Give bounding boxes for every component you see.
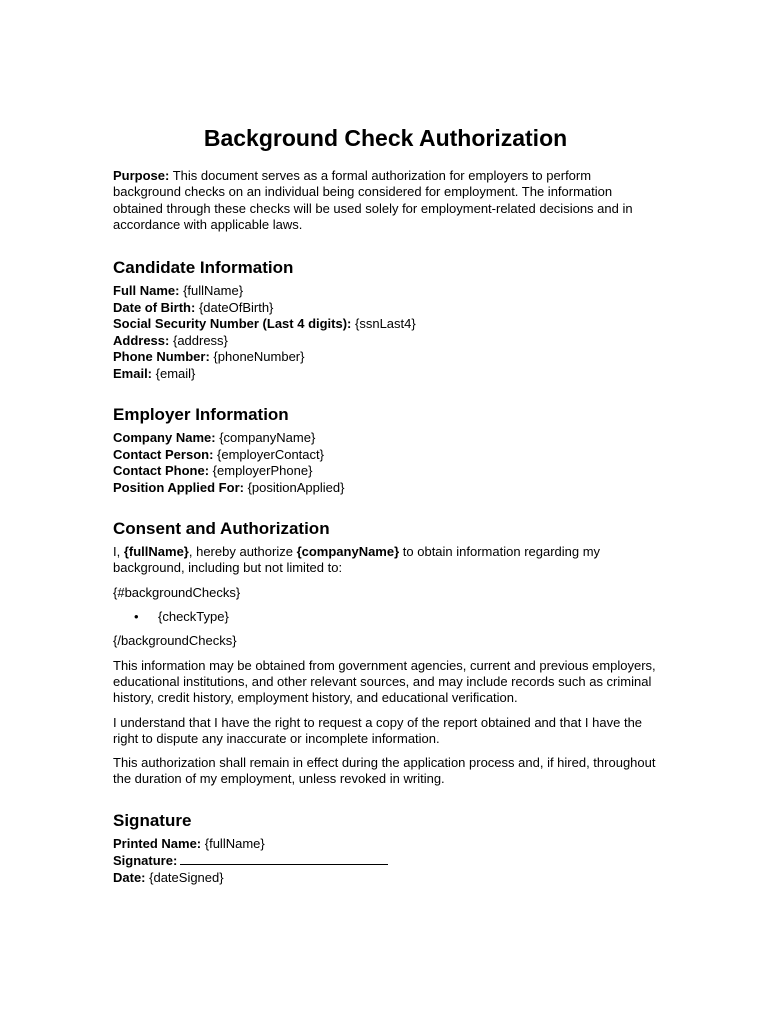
employer-field-position xyxy=(113,480,658,497)
field-label: Signature: xyxy=(113,853,178,869)
consent-intro-mid: , hereby authorize xyxy=(188,544,297,560)
field-value: {ssnLast4} xyxy=(351,316,416,332)
signature-line-row xyxy=(113,852,658,870)
field-label: Contact Person: xyxy=(113,446,214,462)
candidate-field-phone xyxy=(113,349,658,366)
field-value: {employerPhone} xyxy=(209,463,313,479)
candidate-field-email xyxy=(113,366,658,383)
field-value: {fullName} xyxy=(201,835,265,851)
list-item-text: {checkType} xyxy=(158,609,229,625)
candidate-heading: Candidate Information xyxy=(113,258,294,278)
field-label: Email: xyxy=(113,365,153,381)
purpose-label: Purpose: xyxy=(113,168,170,183)
field-value: {email} xyxy=(152,365,196,381)
signature-line[interactable] xyxy=(180,852,388,865)
consent-paragraph-duration: This authorization shall remain in effect during the application process and, if hired, throughout the duration of my employment, unless revoked in writing. xyxy=(113,755,656,787)
purpose-text: This document serves as a formal authorization for employers to perform background checks on an individual being considered for employment. The information obtained through these checks will be used solely for employment-related decisions and in accordance with applicable laws. xyxy=(113,168,633,232)
field-label: Address: xyxy=(113,332,170,348)
employer-field-phone xyxy=(113,463,658,480)
document-content xyxy=(113,124,658,908)
field-value: {address} xyxy=(169,332,228,348)
field-label: Full Name: xyxy=(113,283,180,299)
field-value: {fullName} xyxy=(179,283,244,299)
background-checks-list xyxy=(113,609,658,625)
field-value: {positionApplied} xyxy=(243,479,345,495)
candidate-field-dob xyxy=(113,300,658,317)
field-value: {dateSigned} xyxy=(145,869,224,885)
loop-start-tag: {#backgroundChecks} xyxy=(113,584,241,600)
field-label: Date of Birth: xyxy=(113,299,196,315)
candidate-field-full-name xyxy=(113,283,658,300)
purpose-paragraph xyxy=(113,168,658,233)
consent-heading: Consent and Authorization xyxy=(113,519,330,539)
field-value: {dateOfBirth} xyxy=(195,299,274,315)
field-label: Position Applied For: xyxy=(113,479,244,495)
field-value: {employerContact} xyxy=(213,446,324,462)
consent-intro-suffix: to obtain information regarding my background, including but not limited to: xyxy=(113,544,601,576)
loop-end-tag: {/backgroundChecks} xyxy=(113,633,237,649)
consent-section xyxy=(113,518,658,788)
employer-section xyxy=(113,404,658,496)
field-label: Company Name: xyxy=(113,430,216,446)
consent-intro xyxy=(113,544,658,577)
field-label: Contact Phone: xyxy=(113,463,210,479)
field-label: Printed Name: xyxy=(113,835,202,851)
employer-field-company xyxy=(113,430,658,447)
signature-date xyxy=(113,870,658,887)
employer-field-contact xyxy=(113,447,658,464)
consent-intro-company: {companyName} xyxy=(296,544,400,560)
signature-section xyxy=(113,810,658,887)
field-label: Phone Number: xyxy=(113,349,210,365)
field-label: Date: xyxy=(113,869,146,885)
signature-printed-name xyxy=(113,836,658,853)
candidate-field-ssn xyxy=(113,316,658,333)
candidate-section xyxy=(113,257,658,382)
list-item xyxy=(113,609,658,625)
employer-heading: Employer Information xyxy=(113,405,289,425)
consent-intro-name: {fullName} xyxy=(123,544,189,560)
consent-intro-prefix: I, xyxy=(113,544,124,560)
field-value: {companyName} xyxy=(215,430,316,446)
candidate-field-address xyxy=(113,333,658,350)
document-title: Background Check Authorization xyxy=(203,125,568,151)
field-value: {phoneNumber} xyxy=(209,349,305,365)
field-label: Social Security Number (Last 4 digits): xyxy=(113,316,352,332)
bullet-icon: • xyxy=(134,609,139,625)
consent-paragraph-sources: This information may be obtained from government agencies, current and previous employers, educational institutions, and other relevant sources, and may include records such as criminal history, credit history, employment history, and educational verification. xyxy=(113,657,656,706)
signature-heading: Signature xyxy=(113,810,192,830)
consent-paragraph-rights: I understand that I have the right to request a copy of the report obtained and that I have the right to dispute any inaccurate or incomplete information. xyxy=(113,714,643,746)
